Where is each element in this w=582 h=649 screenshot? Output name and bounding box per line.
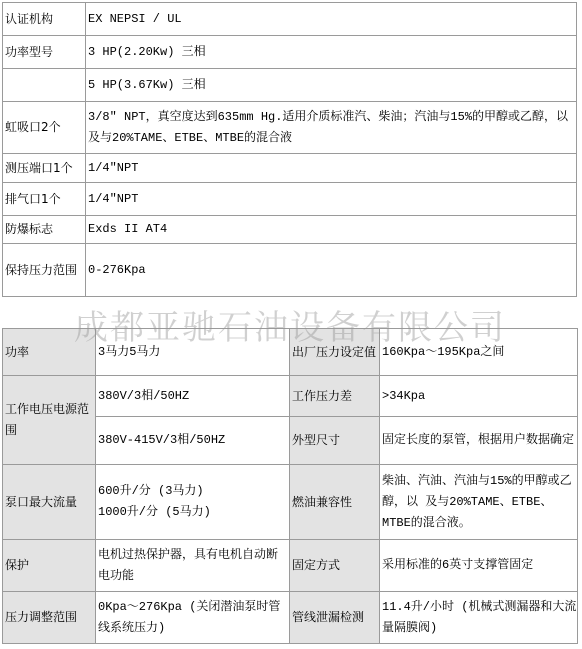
voltage-value-2: 380V-415V/3相/50HZ	[96, 417, 290, 465]
size-value: 固定长度的泵管，根据用户数据确定	[380, 417, 578, 465]
params-row	[3, 376, 578, 417]
pressure-range-label: 压力调整范围	[3, 592, 96, 644]
leak-detect-value: 11.4升/小时 (机械式测漏器和大流量隔膜阀)	[380, 592, 578, 644]
spec-value: 5 HP(3.67Kw) 三相	[86, 69, 577, 102]
spec-value: 1/4″NPT	[86, 183, 577, 216]
spec-label: 认证机构	[3, 3, 86, 36]
table-gap	[0, 306, 582, 328]
leak-detect-label: 管线泄漏检测	[290, 592, 380, 644]
spec-value: 0-276Kpa	[86, 244, 577, 297]
spec-label: 排气口1个	[3, 183, 86, 216]
spec-label: 防爆标志	[3, 216, 86, 244]
max-flow-label: 泵口最大流量	[3, 465, 96, 540]
spec-value: EX NEPSI / UL	[86, 3, 577, 36]
power-value: 3马力5马力	[96, 329, 290, 376]
voltage-label: 工作电压电源范围	[3, 376, 96, 465]
outlet-pressure-value: 160Kpa～195Kpa之间	[380, 329, 578, 376]
fuel-compat-value: 柴油、汽油、汽油与15%的甲醇或乙醇，以 及与20%TAME、ETBE、MTBE的混合液。	[380, 465, 578, 540]
max-flow-value	[96, 465, 290, 540]
params-row	[3, 592, 578, 644]
params-row	[3, 329, 578, 376]
power-label: 功率	[3, 329, 96, 376]
fuel-compat-label: 燃油兼容性	[290, 465, 380, 540]
spec-row	[3, 183, 577, 216]
params-row	[3, 465, 578, 540]
spec-value: Exds II AT4	[86, 216, 577, 244]
spec-row	[3, 3, 577, 36]
company-watermark: 成都亚驰石油设备有限公司	[74, 308, 506, 348]
spec-row	[3, 69, 577, 102]
mount-label: 固定方式	[290, 540, 380, 592]
max-flow-value-1: 600升/分 (3马力)	[98, 484, 204, 498]
spec-value: 3/8″ NPT，真空度达到635mm Hg.适用介质标准汽、柴油；汽油与15%的甲醇或乙醇，以及与20%TAME、ETBE、MTBE的混合液	[86, 102, 577, 154]
spec-row	[3, 154, 577, 183]
pressure-diff-value: >34Kpa	[380, 376, 578, 417]
outlet-pressure-label: 出厂压力设定值	[290, 329, 380, 376]
protection-label: 保护	[3, 540, 96, 592]
protection-value: 电机过热保护器，具有电机自动断电功能	[96, 540, 290, 592]
spec-value: 1/4″NPT	[86, 154, 577, 183]
pressure-diff-label: 工作压力差	[290, 376, 380, 417]
spec-label: 保持压力范围	[3, 244, 86, 297]
spec-row	[3, 244, 577, 297]
spec-row	[3, 102, 577, 154]
params-row	[3, 540, 578, 592]
spec-value: 3 HP(2.20Kw) 三相	[86, 36, 577, 69]
max-flow-value-2: 1000升/分 (5马力)	[98, 505, 211, 519]
voltage-value-1: 380V/3相/50HZ	[96, 376, 290, 417]
spec-label: 测压端口1个	[3, 154, 86, 183]
params-table	[2, 328, 578, 644]
spec-label: 功率型号	[3, 36, 86, 69]
mount-value: 采用标准的6英寸支撑管固定	[380, 540, 578, 592]
pressure-range-value: 0Kpa～276Kpa (关闭潜油泵时管线系统压力)	[96, 592, 290, 644]
size-label: 外型尺寸	[290, 417, 380, 465]
spec-label: 虹吸口2个	[3, 102, 86, 154]
spec-label	[3, 69, 86, 102]
spec-row	[3, 36, 577, 69]
spec-table	[2, 2, 577, 297]
spec-row	[3, 216, 577, 244]
